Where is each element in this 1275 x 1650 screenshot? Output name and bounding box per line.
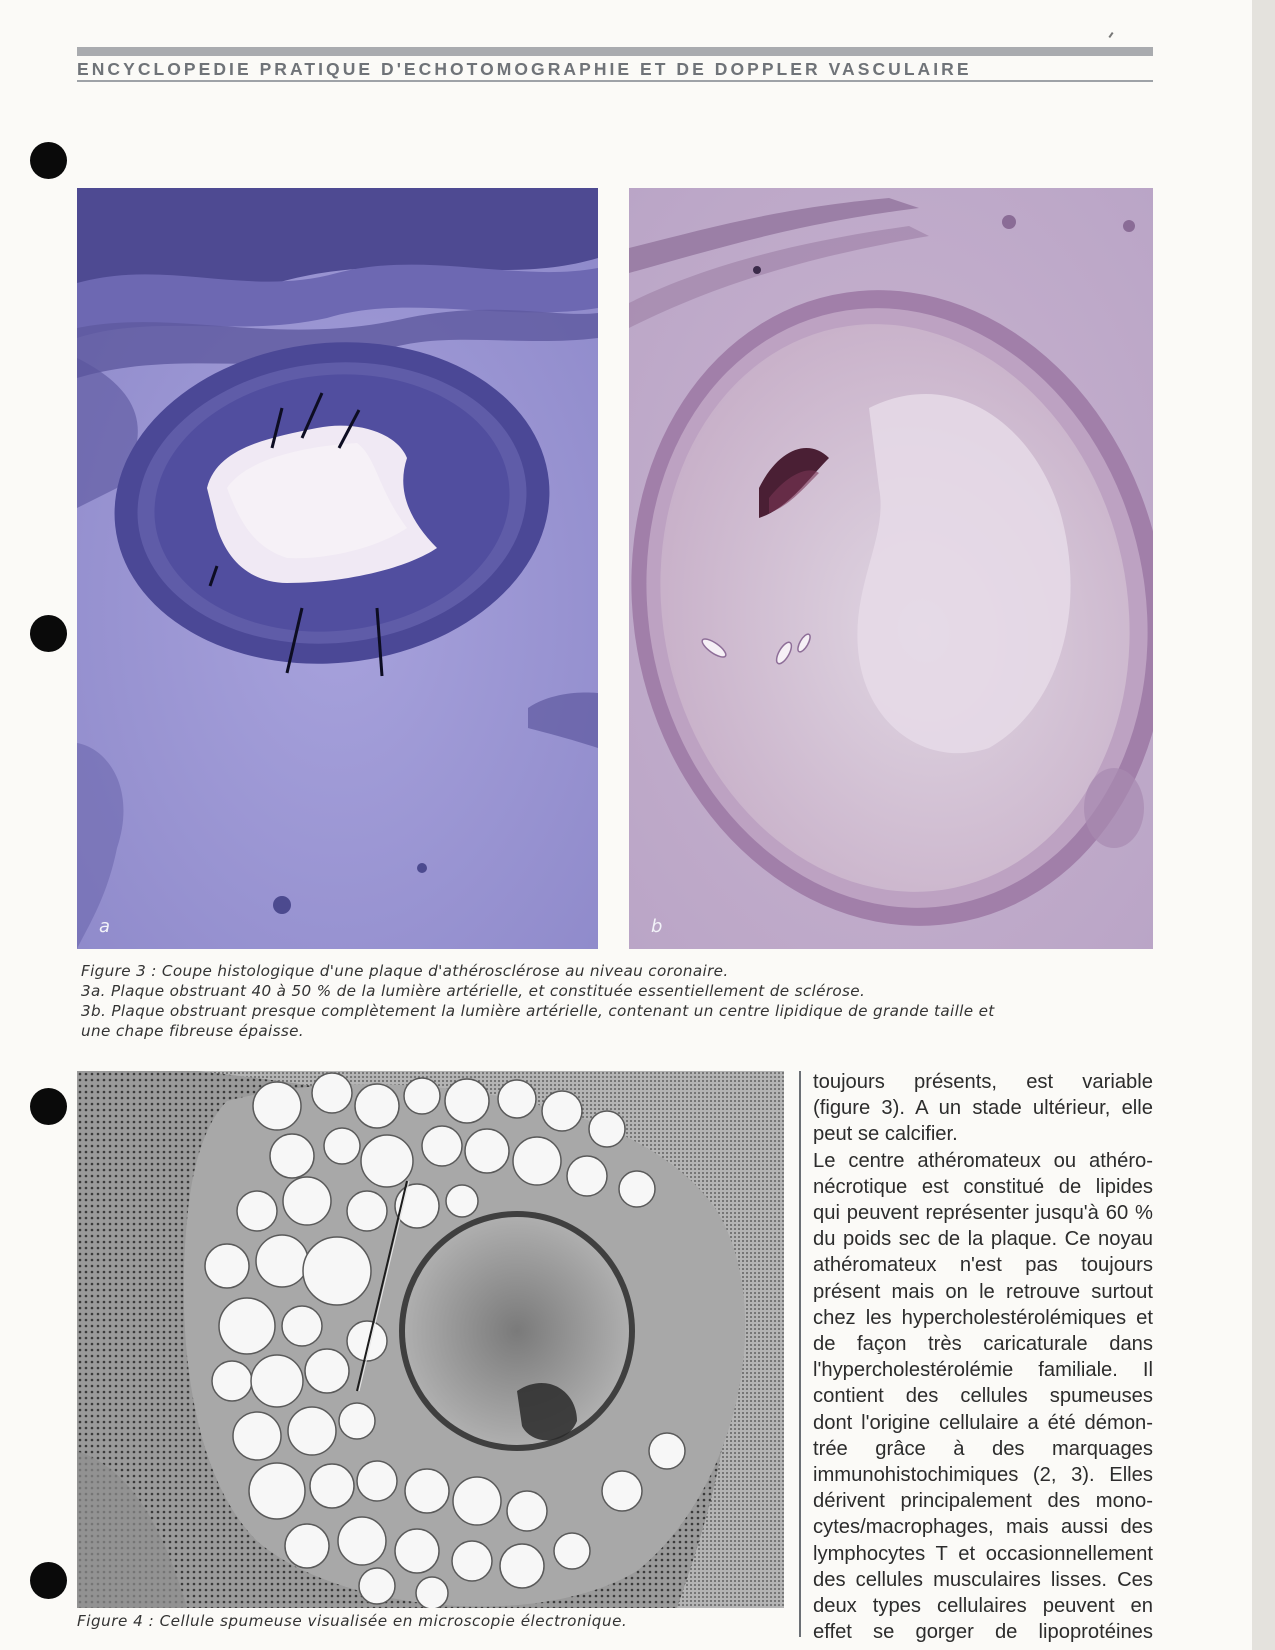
pen-mark: [1108, 32, 1113, 38]
figure-3-caption: [81, 961, 1156, 1041]
text-line: du poids sec de la plaque. Ce noyau: [813, 1228, 1153, 1251]
figure-3a-photo: [77, 188, 598, 949]
text-line: effet se gorger de lipoprotéines: [813, 1621, 1153, 1644]
binder-hole: [30, 615, 67, 652]
panel-label-a: a: [99, 916, 111, 937]
caption-line: 3a. Plaque obstruant 40 à 50 % de la lumière artérielle, et constituée essentiellement de sclérose.: [81, 982, 866, 1000]
caption-line: Figure 3 : Coupe histologique d'une plaque d'athérosclérose au niveau coronaire.: [81, 962, 729, 980]
text-line: des cellules musculaires lisses. Ces: [813, 1568, 1153, 1591]
running-header: ENCYCLOPEDIE PRATIQUE D'ECHOTOMOGRAPHIE ET DE DOPPLER VASCULAIRE: [77, 59, 972, 79]
text-line: de façon très caricaturale dans: [813, 1333, 1153, 1356]
text-line: deux types cellulaires peuvent en: [813, 1595, 1153, 1618]
text-line: athéromateux n'est pas toujours: [813, 1254, 1153, 1277]
caption-line: une chape fibreuse épaisse.: [81, 1022, 304, 1040]
column-rule: [799, 1071, 801, 1637]
text-line: (figure 3). A un stade ultérieur, elle: [813, 1097, 1153, 1120]
panel-label-b: b: [651, 916, 663, 937]
text-line: trée grâce à des marquages: [813, 1437, 1153, 1460]
header-bar: [77, 47, 1153, 56]
caption-line: 3b. Plaque obstruant presque complètement la lumière artérielle, contenant un centre lipidique de grande taille et: [81, 1002, 995, 1020]
text-line: immunohistochimiques (2, 3). Elles: [813, 1464, 1153, 1487]
text-line: lymphocytes T et occasionnellement: [813, 1542, 1153, 1565]
text-line: Le centre athéromateux ou athéro-: [813, 1149, 1153, 1172]
text-line: dont l'origine cellulaire a été démon-: [813, 1411, 1153, 1434]
text-line: qui peuvent représenter jusqu'à 60 %: [813, 1202, 1153, 1225]
text-line: cytes/macrophages, mais aussi des: [813, 1516, 1153, 1539]
body-column: [813, 1069, 1153, 1645]
header-rule: [77, 80, 1153, 82]
text-line: nécrotique est constitué de lipides: [813, 1175, 1153, 1198]
text-line: toujours présents, est variable: [813, 1071, 1153, 1093]
text-line: dérivent principalement des mono-: [813, 1490, 1153, 1513]
figure-4-caption: Figure 4 : Cellule spumeuse visualisée en microscopie électronique.: [77, 1612, 628, 1630]
text-line: contient des cellules spumeuses: [813, 1385, 1153, 1408]
figure-3b-photo: [629, 188, 1153, 949]
text-line: chez les hypercholestérolémiques et: [813, 1306, 1153, 1329]
binder-hole: [30, 1088, 67, 1125]
text-line: peut se calcifier.: [813, 1123, 958, 1146]
binder-hole: [30, 142, 67, 179]
binder-hole: [30, 1562, 67, 1599]
page-edge: [1252, 0, 1275, 1650]
figure-4-photo: [77, 1071, 784, 1608]
text-line: l'hypercholestérolémie familiale. Il: [813, 1359, 1153, 1382]
text-line: présent mais on le retrouve surtout: [813, 1280, 1153, 1303]
